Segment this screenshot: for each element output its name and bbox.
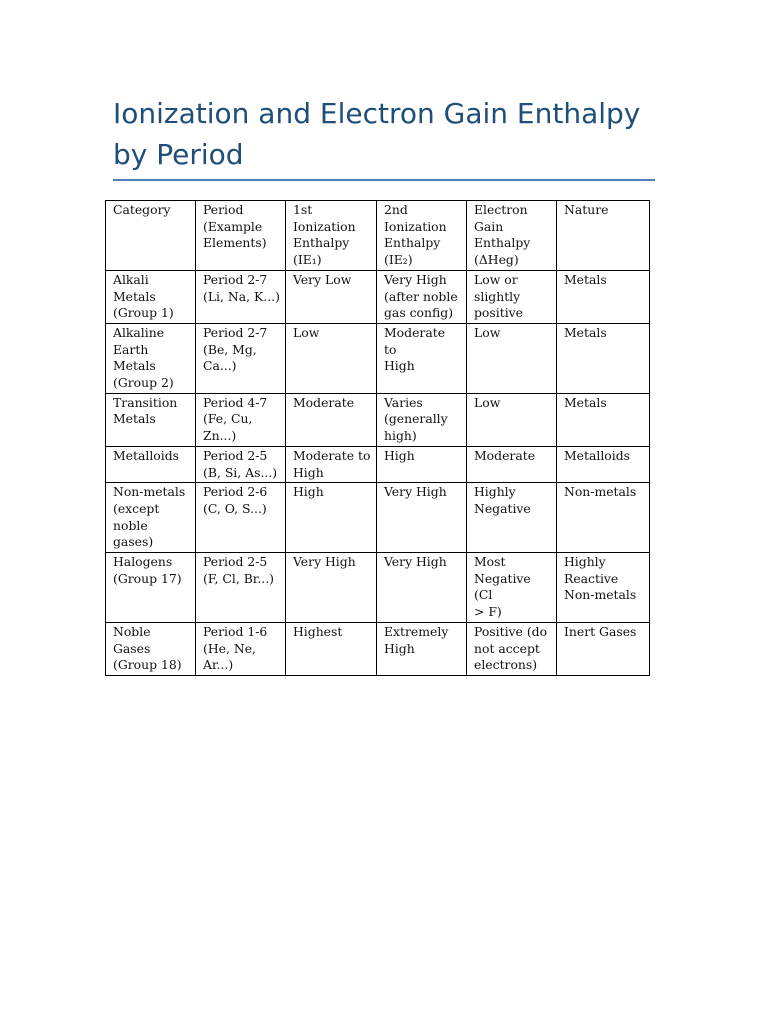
table-cell: Alkaline Earth Metals (Group 2): [106, 323, 196, 393]
table-cell: Period 2-5 (F, Cl, Br...): [196, 553, 286, 623]
table-cell: Highly Reactive Non-metals: [557, 553, 650, 623]
header-cell-second-ionization: 2nd Ionization Enthalpy (IE₂): [377, 201, 467, 271]
table-cell: Period 2-6 (C, O, S...): [196, 483, 286, 553]
table-cell: Moderate to High: [377, 323, 467, 393]
table-cell: Noble Gases (Group 18): [106, 622, 196, 675]
table-cell: Very High: [377, 483, 467, 553]
table-cell: Halogens (Group 17): [106, 553, 196, 623]
table-row: [106, 446, 650, 482]
table-cell: Period 2-7 (Li, Na, K...): [196, 270, 286, 323]
header-cell-period: Period (Example Elements): [196, 201, 286, 271]
table-row: [106, 483, 650, 553]
table-cell: Period 2-7 (Be, Mg, Ca...): [196, 323, 286, 393]
table-cell: Positive (do not accept electrons): [467, 622, 557, 675]
table-cell: Period 4-7 (Fe, Cu, Zn...): [196, 393, 286, 446]
table-cell: High: [286, 483, 377, 553]
table-cell: Metalloids: [106, 446, 196, 482]
table-cell: Low or slightly positive: [467, 270, 557, 323]
table-cell: Highest: [286, 622, 377, 675]
header-cell-category: Category: [106, 201, 196, 271]
table-row: [106, 323, 650, 393]
table-cell: Most Negative (Cl > F): [467, 553, 557, 623]
table-cell: High: [377, 446, 467, 482]
table-cell: Very High (after noble gas config): [377, 270, 467, 323]
table-cell: Moderate: [286, 393, 377, 446]
table-cell: Extremely High: [377, 622, 467, 675]
table-cell: Moderate to High: [286, 446, 377, 482]
header-cell-nature: Nature: [557, 201, 650, 271]
table-cell: Non-metals (except noble gases): [106, 483, 196, 553]
table-cell: Metalloids: [557, 446, 650, 482]
table-cell: Metals: [557, 270, 650, 323]
table-cell: Non-metals: [557, 483, 650, 553]
table-cell: Low: [467, 393, 557, 446]
header-cell-electron-gain: Electron Gain Enthalpy (ΔHeg): [467, 201, 557, 271]
table-cell: Transition Metals: [106, 393, 196, 446]
enthalpy-table: [105, 200, 650, 676]
table-cell: Period 1-6 (He, Ne, Ar...): [196, 622, 286, 675]
table-row: [106, 270, 650, 323]
table-cell: Low: [286, 323, 377, 393]
table-cell: Highly Negative: [467, 483, 557, 553]
table-row: [106, 622, 650, 675]
table-header-row: [106, 201, 650, 271]
table-cell: Alkali Metals (Group 1): [106, 270, 196, 323]
title-underline: [113, 179, 655, 181]
table-cell: Metals: [557, 393, 650, 446]
table-cell: Moderate: [467, 446, 557, 482]
page-title: Ionization and Electron Gain Enthalpy by Period: [113, 97, 641, 171]
table-row: [106, 553, 650, 623]
table-cell: Varies (generally high): [377, 393, 467, 446]
table-cell: Very High: [377, 553, 467, 623]
table-cell: Inert Gases: [557, 622, 650, 675]
table-cell: Very Low: [286, 270, 377, 323]
table-row: [106, 393, 650, 446]
header-cell-first-ionization: 1st Ionization Enthalpy (IE₁): [286, 201, 377, 271]
table-cell: Metals: [557, 323, 650, 393]
table-cell: Low: [467, 323, 557, 393]
table-cell: Period 2-5 (B, Si, As...): [196, 446, 286, 482]
table-cell: Very High: [286, 553, 377, 623]
